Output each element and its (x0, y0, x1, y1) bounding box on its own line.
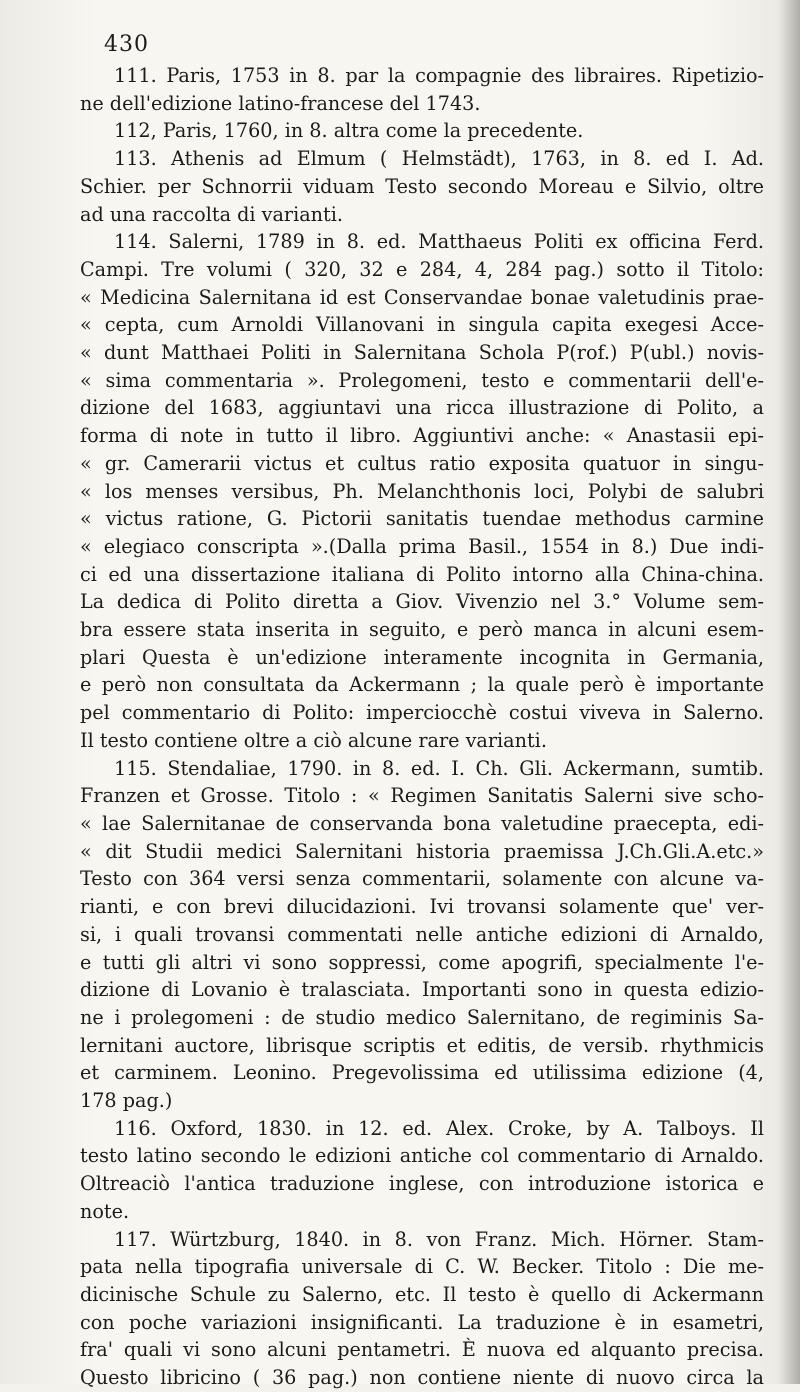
text-line: e tutti gli altri vi sono soppressi, come apogrifi, specialmente l'e- (80, 950, 764, 974)
text-line: 113. Athenis ad Elmum ( Helmstädt), 1763, in 8. ed I. Ad. (114, 147, 764, 171)
page-edge-shadow (778, 0, 800, 1384)
text-line: note. (80, 1199, 130, 1223)
text-line: Il testo contiene oltre a ciò alcune rare varianti. (80, 728, 547, 752)
text-line: Franzen et Grosse. Titolo : « Regimen Sanitatis Salerni sive scho- (80, 784, 764, 808)
text-line: rianti, e con brevi dilucidazioni. Ivi trovansi solamente que' ver- (80, 895, 764, 919)
text-line: 117. Würtzburg, 1840. in 8. von Franz. Mich. Hörner. Stam- (114, 1227, 764, 1251)
text-line: « Medicina Salernitana id est Conservandae bonae valetudinis prae- (80, 285, 764, 309)
text-line: Questo libricino ( 36 pag.) non contiene niente di nuovo circa la (80, 1366, 764, 1390)
text-line: dizione di Lovanio è tralasciata. Importanti sono in questa edizio- (80, 978, 764, 1002)
text-line: « victus ratione, G. Pictorii sanitatis tuendae methodus carmine (80, 507, 764, 531)
text-line: dicinische Schule zu Salerno, etc. Il testo è quello di Ackermann (80, 1282, 764, 1306)
text-line: Testo con 364 versi senza commentarii, solamente con alcune va- (80, 867, 764, 891)
text-line: 116. Oxford, 1830. in 12. ed. Alex. Croke, by A. Talboys. Il (114, 1116, 764, 1140)
text-line: pata nella tipografia universale di C. W. Becker. Titolo : Die me- (80, 1255, 764, 1279)
text-line: « cepta, cum Arnoldi Villanovani in singula capita exegesi Acce- (80, 313, 764, 337)
text-line: 115. Stendaliae, 1790. in 8. ed. I. Ch. Gli. Ackermann, sumtib. (114, 756, 764, 780)
text-line: « lae Salernitanae de conservanda bona valetudine praecepta, edi- (80, 811, 764, 835)
text-line: « dit Studii medici Salernitani historia praemissa J.Ch.Gli.A.etc.» (80, 839, 764, 863)
text-line: pel commentario di Polito: imperciocchè costui viveva in Salerno. (80, 701, 764, 725)
body-text (80, 62, 764, 1392)
text-line: testo latino secondo le edizioni antiche col commentario di Arnaldo. (80, 1144, 764, 1168)
text-line: e però non consultata da Ackermann ; la quale però è importante (80, 673, 764, 697)
text-line: ad una raccolta di varianti. (80, 202, 343, 226)
page-number: 430 (104, 32, 149, 57)
text-line: ci ed una dissertazione italiana di Polito intorno alla China-china. (80, 562, 764, 586)
text-line: « dunt Matthaei Politi in Salernitana Schola P(rof.) P(ubl.) novis- (80, 341, 764, 365)
text-line: « gr. Camerarii victus et cultus ratio exposita quatuor in singu- (80, 451, 764, 475)
text-line: forma di note in tutto il libro. Aggiuntivi anche: « Anastasii epi- (80, 424, 764, 448)
text-line: « los menses versibus, Ph. Melanchthonis loci, Polybi de salubri (80, 479, 764, 503)
text-line: La dedica di Polito diretta a Giov. Vivenzio nel 3.° Volume sem- (80, 590, 764, 614)
text-line: ne dell'edizione latino-francese del 1743. (80, 91, 481, 115)
text-line: « elegiaco conscripta ».(Dalla prima Basil., 1554 in 8.) Due indi- (80, 534, 764, 558)
text-line: Oltreaciò l'antica traduzione inglese, con introduzione istorica e (80, 1172, 764, 1196)
text-line: ne i prolegomeni : de studio medico Salernitano, de regiminis Sa- (80, 1005, 764, 1029)
text-line: Campi. Tre volumi ( 320, 32 e 284, 4, 284 pag.) sotto il Titolo: (80, 257, 764, 281)
text-line: con poche variazioni insignificanti. La traduzione è in esametri, (80, 1310, 764, 1334)
text-line: plari Questa è un'edizione interamente incognita in Germania, (80, 645, 764, 669)
text-line: 178 pag.) (80, 1089, 173, 1113)
text-line: « sima commentaria ». Prolegomeni, testo e commentarii dell'e- (80, 368, 764, 392)
text-line: Schier. per Schnorrii viduam Testo secondo Moreau e Silvio, oltre (80, 174, 764, 198)
text-line: fra' quali vi sono alcuni pentametri. È nuova ed alquanto precisa. (80, 1338, 764, 1362)
text-line: et carminem. Leonino. Pregevolissima ed utilissima edizione (4, (80, 1061, 764, 1085)
text-line: bra essere stata inserita in seguito, e però manca in alcuni esem- (80, 618, 764, 642)
text-line: 112, Paris, 1760, in 8. altra come la precedente. (114, 119, 584, 143)
text-line: si, i quali trovansi commentati nelle antiche edizioni di Arnaldo, (80, 922, 764, 946)
text-line: 111. Paris, 1753 in 8. par la compagnie des libraires. Ripetizio- (114, 64, 764, 87)
text-line: lernitani auctore, librisque scriptis et editis, de versib. rhythmicis (80, 1033, 764, 1057)
text-line: 114. Salerni, 1789 in 8. ed. Matthaeus Politi ex officina Ferd. (114, 230, 764, 254)
text-line: dizione del 1683, aggiuntavi una ricca illustrazione di Polito, a (80, 396, 764, 420)
